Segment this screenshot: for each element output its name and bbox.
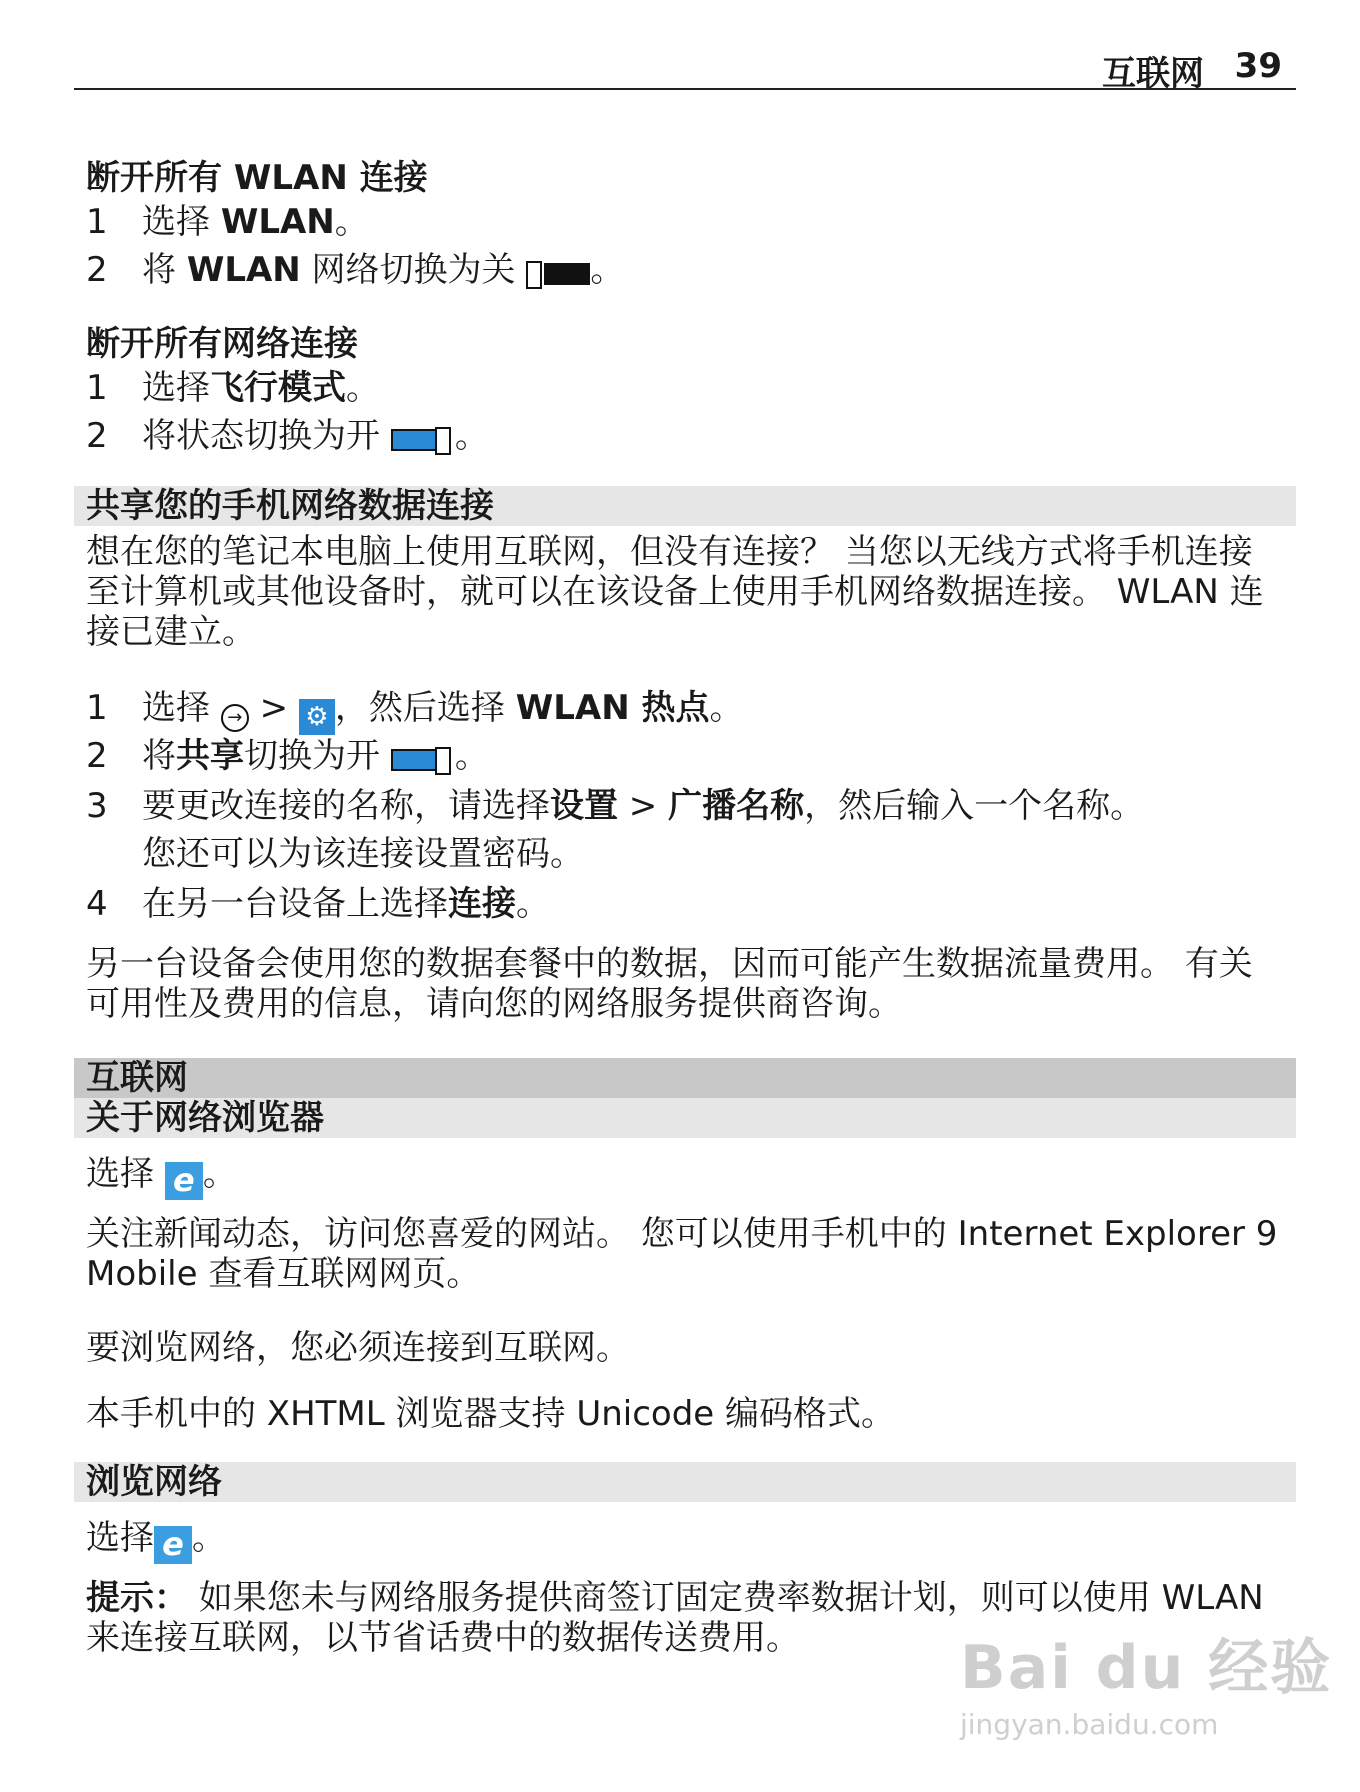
list-item: 1 选择飞行模式。 xyxy=(86,368,380,408)
select-browser-line: 选择 e 。 xyxy=(86,1154,237,1199)
list-item: 3 要更改连接的名称，请选择设置 > 广播名称，然后输入一个名称。 xyxy=(86,786,1145,826)
toggle-on-icon xyxy=(391,745,455,775)
list-item: 1 选择 WLAN。 xyxy=(86,202,369,242)
tip-label: 提示： xyxy=(86,1578,188,1618)
internet-explorer-icon: e xyxy=(154,1526,192,1564)
toggle-off-icon xyxy=(526,259,590,289)
header-section: 互联网 xyxy=(1102,54,1204,94)
watermark-brand: Bai du 经验 xyxy=(960,1633,1333,1703)
list-item: 1 选择 → > ⚙ ，然后选择 WLAN 热点。 xyxy=(86,680,744,735)
heading-disconnect-all: 断开所有网络连接 xyxy=(86,324,358,364)
browser-paragraph-1: 关注新闻动态，访问您喜爱的网站。 您可以使用手机中的 Internet Explorer 9 Mobile 查看互联网网页。 xyxy=(86,1214,1278,1294)
heading-browse-web: 浏览网络 xyxy=(86,1462,222,1502)
watermark-url: jingyan.baidu.com xyxy=(960,1708,1219,1741)
heading-disconnect-wlan: 断开所有 WLAN 连接 xyxy=(86,158,428,198)
browser-paragraph-3: 本手机中的 XHTML 浏览器支持 Unicode 编码格式。 xyxy=(86,1394,896,1434)
chapter-band xyxy=(74,1058,1296,1098)
tip-paragraph: 提示： 如果您未与网络服务提供商签订固定费率数据计划，则可以使用 WLAN 来连接互联网，以节省话费中的数据传送费用。 xyxy=(86,1578,1264,1658)
list-item: 2 将状态切换为开 。 xyxy=(86,416,489,456)
section-band xyxy=(74,1462,1296,1502)
arrow-icon: → xyxy=(221,704,249,732)
share-intro: 想在您的笔记本电脑上使用互联网，但没有连接？ 当您以无线方式将手机连接至计算机或其他设备时，就可以在该设备上使用手机网络数据连接。 WLAN 连接已建立。 xyxy=(86,532,1264,652)
share-note: 另一台设备会使用您的数据套餐中的数据，因而可能产生数据流量费用。 有关可用性及费用的信息，请向您的网络服务提供商咨询。 xyxy=(86,944,1253,1024)
select-browser-line: 选择 e 。 xyxy=(86,1518,226,1563)
list-item: 4 在另一台设备上选择连接。 xyxy=(86,884,550,924)
list-item-continuation: 您还可以为该连接设置密码。 xyxy=(142,834,584,874)
page-number: 39 xyxy=(1234,46,1282,86)
section-band xyxy=(74,1098,1296,1138)
baidu-watermark xyxy=(960,1620,1332,1741)
toggle-on-icon xyxy=(391,425,455,455)
browser-paragraph-2: 要浏览网络，您必须连接到互联网。 xyxy=(86,1328,630,1368)
internet-explorer-icon: e xyxy=(165,1162,203,1200)
chapter-title: 互联网 xyxy=(86,1058,188,1098)
section-band xyxy=(74,486,1296,526)
page-header xyxy=(74,44,1296,94)
list-item: 2 将 WLAN 网络切换为关 。 xyxy=(86,250,625,290)
heading-about-browser: 关于网络浏览器 xyxy=(86,1098,324,1138)
list-item: 2 将共享切换为开 。 xyxy=(86,736,489,776)
gear-icon: ⚙ xyxy=(299,699,335,735)
heading-share-connection: 共享您的手机网络数据连接 xyxy=(86,486,494,526)
